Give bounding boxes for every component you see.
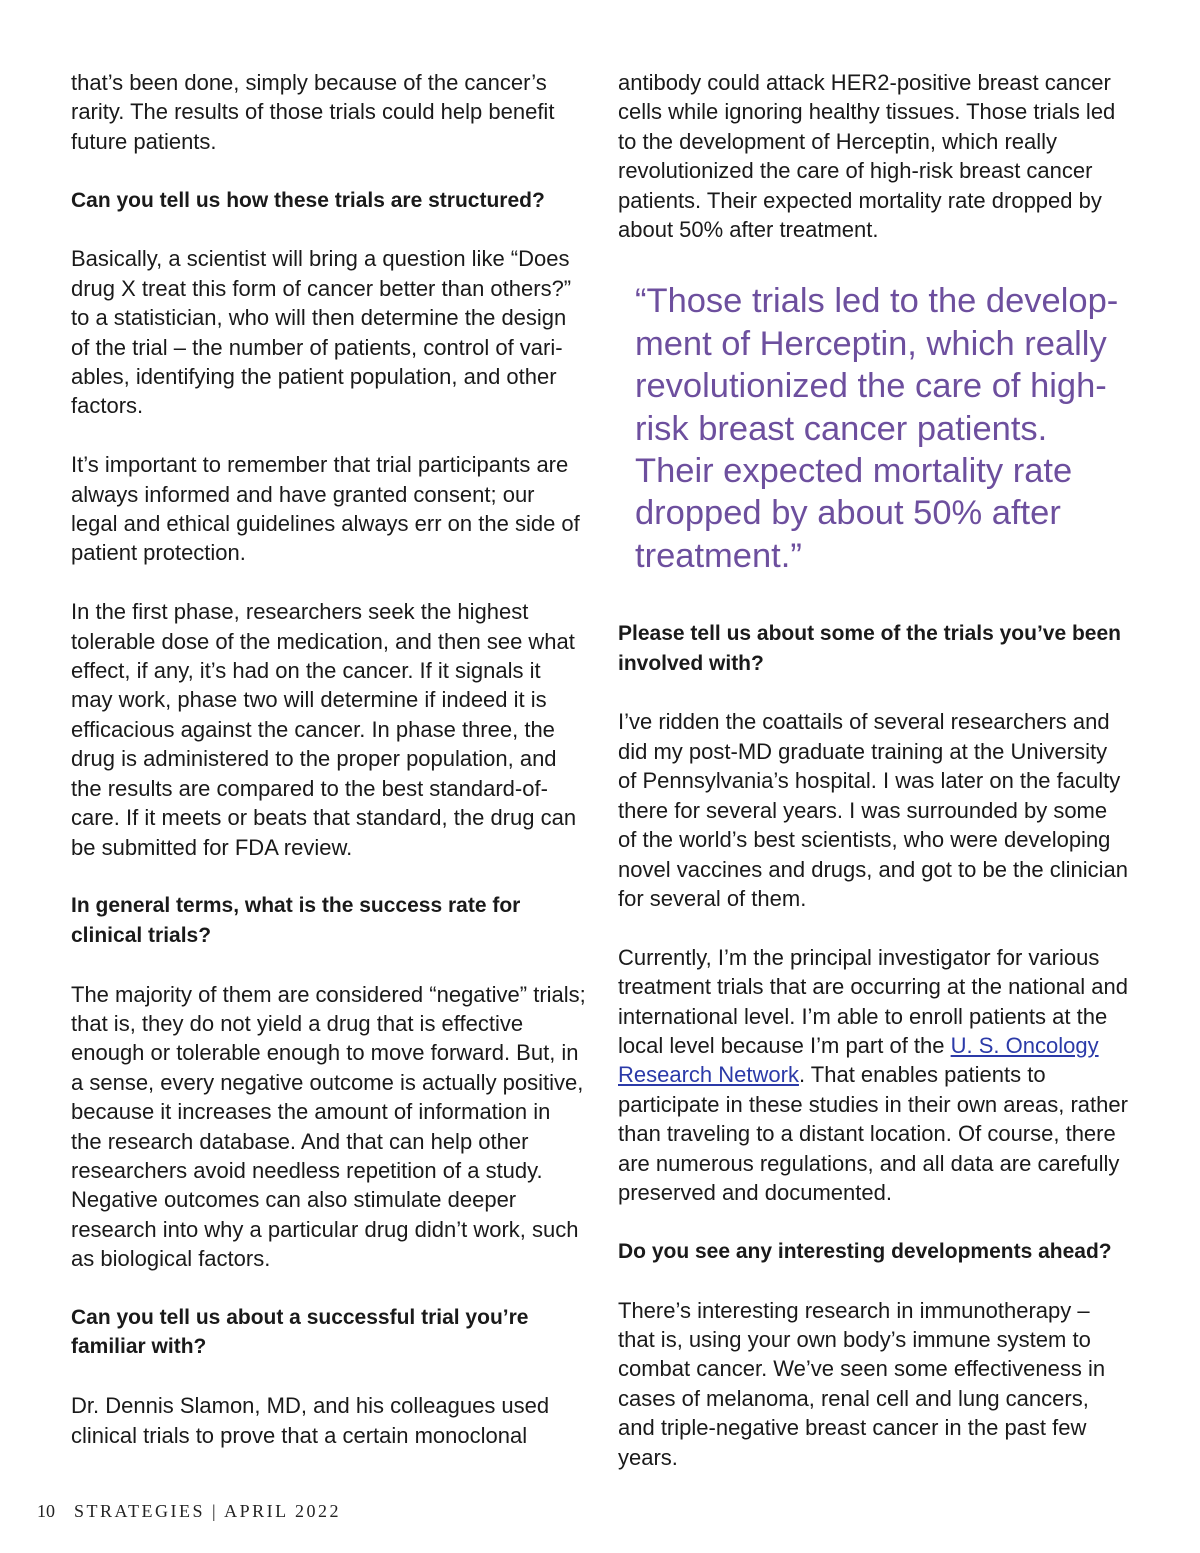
paragraph: There’s interesting research in immunotherapy – that is, using your own body’s immune system to combat cancer. We’ve seen some effectiveness in cases of melanoma, renal cell and lung cancers, and triple-negative breast cancer in the past few years. bbox=[618, 1297, 1106, 1470]
interview-question: Do you see any interesting developments ahead? bbox=[618, 1239, 1112, 1263]
paragraph: antibody could attack HER2-positive breast cancer cells while ignoring healthy tissues. Those trials led to the development of Herceptin, which really revolutionized the care of high-risk breast cancer patients. Their expected mortality rate dropped by about 50% after treatment. bbox=[618, 70, 1116, 243]
paragraph: that’s been done, simply because of the cancer’s rarity. The results of those trials could help benefit future patients. bbox=[71, 70, 555, 154]
pull-quote: “Those trials led to the development of Herceptin, which really revolutionized the care of high-risk breast cancer patients. Their expected mortality rate dropped by about 50% after treatment.” bbox=[635, 282, 1119, 575]
interview-question: In general terms, what is the success rate for clinical trials? bbox=[71, 894, 521, 947]
interview-question: Please tell us about some of the trials you’ve been involved with? bbox=[618, 622, 1121, 675]
paragraph-text: . That enables patients to participate in these studies in their own areas, rather than traveling to a distant location. Of course, there are numerous regulations, and all data are carefully preserved and documented. bbox=[618, 1062, 1128, 1205]
paragraph: Dr. Dennis Slamon, MD, and his colleagues used clinical trials to prove that a certain monoclonal bbox=[71, 1393, 550, 1448]
paragraph: In the first phase, researchers seek the highest tolerable dose of the medication, and then see what effect, if any, it’s had on the cancer. If it signals it may work, phase two will determine if indeed it is efficacious against the cancer. In phase three, the drug is administered to the proper population, and the results are compared to the best standard-of-care. If it meets or beats that standard, the drug can be submitted for FDA review. bbox=[71, 599, 577, 860]
publication-name: STRATEGIES | APRIL 2022 bbox=[74, 1501, 341, 1521]
us-oncology-research-network-link[interactable]: U. S. Oncology Research Network bbox=[618, 1032, 1099, 1088]
page-footer bbox=[37, 1501, 341, 1522]
interview-question: Can you tell us how these trials are structured? bbox=[71, 188, 545, 212]
right-column bbox=[618, 68, 1130, 1472]
left-column bbox=[71, 68, 586, 1450]
paragraph: The majority of them are considered “negative” trials; that is, they do not yield a drug that is effective enough or tolerable enough to move forward. But, in a sense, every negative outcome is actually positive, because it increases the amount of information in the research database. And that can help other researchers avoid needless repetition of a study. Negative outcomes can also stimulate deeper research into why a particular drug didn’t work, such as biological factors. bbox=[71, 981, 586, 1272]
interview-question: Can you tell us about a successful trial you’re familiar with? bbox=[71, 1305, 529, 1359]
page-number: 10 bbox=[37, 1501, 55, 1521]
paragraph-with-link bbox=[618, 943, 1130, 1208]
paragraph-text: Currently, I’m the principal investigator for various treatment trials that are occurring at the national and international level. I’m able to enroll patients at the local level because I’m part of the bbox=[618, 944, 1128, 1058]
paragraph: I’ve ridden the coattails of several researchers and did my post-MD graduate training at the University of Pennsylvania’s hospital. I was later on the faculty there for several years. I was surrounded by some of the world’s best scientists, who were developing novel vaccines and drugs, and got to be the clinician for several of them. bbox=[618, 709, 1128, 911]
paragraph: It’s important to remember that trial participants are always informed and have granted consent; our legal and ethical guidelines always err on the side of patient protection. bbox=[71, 452, 580, 566]
paragraph: Basically, a scientist will bring a question like “Does drug X treat this form of cancer better than others?” to a statistician, who will then determine the design of the trial – the number of patients, control of variables, identifying the patient population, and other factors. bbox=[71, 246, 572, 419]
